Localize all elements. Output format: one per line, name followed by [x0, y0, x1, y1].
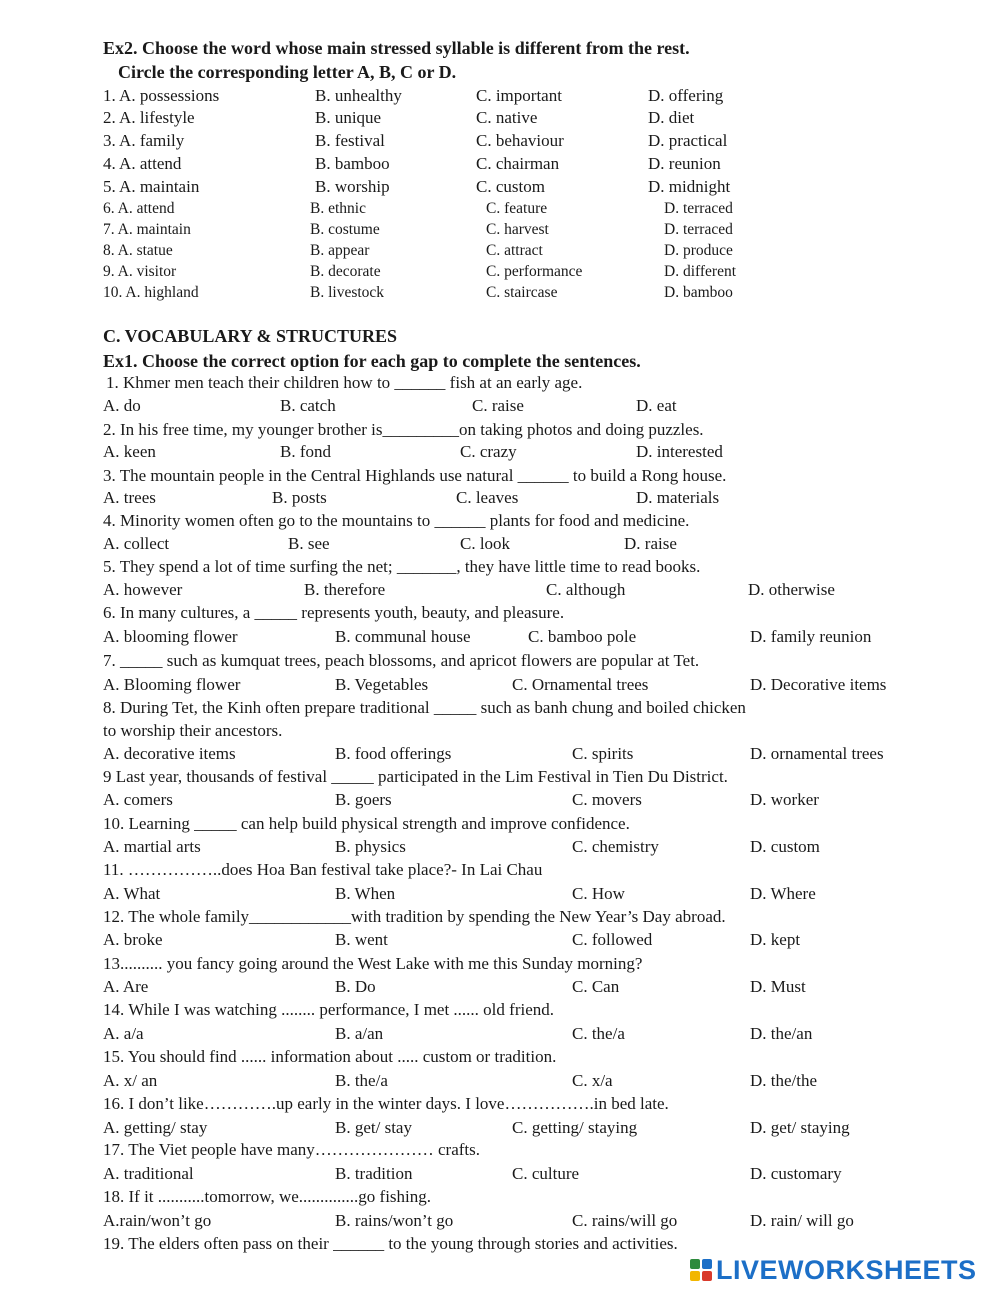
option-row — [0, 1024, 1000, 1046]
option-d[interactable]: D. kept — [750, 930, 801, 949]
option-c[interactable]: C. bamboo pole — [528, 627, 637, 646]
option-d[interactable]: D. customary — [750, 1164, 842, 1183]
ex1-title: Ex1. Choose the correct option for each gap to complete the sentences. — [103, 351, 641, 371]
stress-item — [0, 200, 1000, 222]
question-text: 11. ……………..does Hoa Ban festival take place?- In Lai Chau — [103, 860, 543, 879]
option-b[interactable]: B. worship — [315, 177, 390, 196]
question-text: 17. The Viet people have many………………… crafts. — [103, 1140, 480, 1159]
question-text: 18. If it ...........tomorrow, we..............go fishing. — [103, 1187, 432, 1206]
option-d[interactable]: D. raise — [624, 534, 677, 553]
option-c[interactable]: C. culture — [512, 1164, 580, 1183]
option-d[interactable]: D. midnight — [648, 177, 731, 196]
option-c[interactable]: C. harvest — [486, 221, 549, 238]
option-d[interactable]: D. diet — [648, 108, 695, 127]
question-text: 8. During Tet, the Kinh often prepare traditional _____ such as banh chung and boiled chicken — [103, 698, 746, 717]
option-c[interactable]: C. crazy — [460, 442, 517, 461]
option-c[interactable]: C. leaves — [456, 488, 519, 507]
option-a[interactable]: A. keen — [103, 442, 156, 461]
stress-item — [0, 131, 1000, 153]
option-b[interactable]: B. Do — [335, 977, 376, 996]
option-a[interactable]: 1. A. possessions — [103, 86, 220, 105]
option-a[interactable]: A. comers — [103, 790, 173, 809]
option-a[interactable]: 6. A. attend — [103, 200, 175, 217]
option-b[interactable]: B. get/ stay — [335, 1118, 412, 1137]
option-c[interactable]: C. chairman — [476, 154, 560, 173]
option-b[interactable]: B. Vegetables — [335, 675, 429, 694]
question-text: 10. Learning _____ can help build physical strength and improve confidence. — [103, 814, 630, 833]
option-d[interactable]: D. different — [664, 263, 737, 280]
question-text: 19. The elders often pass on their ______ to the young through stories and activities. — [103, 1234, 678, 1253]
option-a[interactable]: A. Are — [103, 977, 149, 996]
option-d[interactable]: D. family reunion — [750, 627, 872, 646]
option-a[interactable]: A. blooming flower — [103, 627, 238, 646]
option-d[interactable]: D. custom — [750, 837, 820, 856]
option-c[interactable]: C. Can — [572, 977, 620, 996]
logo-grid-icon — [690, 1259, 712, 1281]
option-d[interactable]: D. bamboo — [664, 284, 733, 301]
question-text: 4. Minority women often go to the mountains to ______ plants for food and medicine. — [103, 511, 690, 530]
option-c[interactable]: C. rains/will go — [572, 1211, 678, 1230]
option-b[interactable]: B. tradition — [335, 1164, 413, 1183]
option-c[interactable]: C. raise — [472, 396, 524, 415]
option-row — [0, 884, 1000, 906]
logo-text: LIVEWORKSHEETS — [716, 1254, 977, 1285]
option-a[interactable]: 4. A. attend — [103, 154, 182, 173]
option-a[interactable]: 2. A. lifestyle — [103, 108, 195, 127]
option-b[interactable]: B. livestock — [310, 284, 385, 301]
option-b[interactable]: B. costume — [310, 221, 380, 238]
option-b[interactable]: B. therefore — [304, 580, 386, 599]
option-d[interactable]: D. terraced — [664, 200, 733, 217]
option-d[interactable]: D. ornamental trees — [750, 744, 884, 763]
question-text: 1. Khmer men teach their children how to ______ fish at an early age. — [106, 373, 583, 392]
option-b[interactable]: B. unhealthy — [315, 86, 402, 105]
option-b[interactable]: B. goers — [335, 790, 392, 809]
option-a[interactable]: A. getting/ stay — [103, 1118, 208, 1137]
option-b[interactable]: B. rains/won’t go — [335, 1211, 454, 1230]
option-row — [0, 442, 1000, 464]
option-a[interactable]: A. decorative items — [103, 744, 236, 763]
option-row — [0, 534, 1000, 556]
option-a[interactable]: 8. A. statue — [103, 242, 173, 259]
option-a[interactable]: A. traditional — [103, 1164, 194, 1183]
option-c[interactable]: C. native — [476, 108, 538, 127]
option-c[interactable]: C. feature — [486, 200, 548, 217]
option-c[interactable]: C. performance — [486, 263, 583, 280]
option-c[interactable]: C. getting/ staying — [512, 1118, 638, 1137]
option-b[interactable]: B. communal house — [335, 627, 471, 646]
option-d[interactable]: D. terraced — [664, 221, 733, 238]
option-row — [0, 675, 1000, 697]
option-a[interactable]: A. however — [103, 580, 183, 599]
option-d[interactable]: D. Where — [750, 884, 816, 903]
option-c[interactable]: C. Ornamental trees — [512, 675, 649, 694]
option-c[interactable]: C. spirits — [572, 744, 634, 763]
stress-item — [0, 177, 1000, 199]
option-b[interactable]: B. see — [288, 534, 330, 553]
option-row — [0, 627, 1000, 649]
option-d[interactable]: D. otherwise — [748, 580, 835, 599]
option-a[interactable]: 9. A. visitor — [103, 263, 177, 280]
option-b[interactable]: B. ethnic — [310, 200, 366, 217]
stress-item — [0, 108, 1000, 130]
option-b[interactable]: B. decorate — [310, 263, 381, 280]
option-d[interactable]: D. materials — [636, 488, 720, 507]
question-text: 13.......... you fancy going around the West Lake with me this Sunday morning? — [103, 954, 643, 973]
question-text: 5. They spend a lot of time surfing the net; _______, they have little time to read books. — [103, 557, 701, 576]
option-a[interactable]: 3. A. family — [103, 131, 185, 150]
question-text: 3. The mountain people in the Central Highlands use natural ______ to build a Rong house. — [103, 466, 727, 485]
option-a[interactable]: A. collect — [103, 534, 170, 553]
option-row — [0, 977, 1000, 999]
option-a[interactable]: A. x/ an — [103, 1071, 158, 1090]
option-b[interactable]: B. a/an — [335, 1024, 384, 1043]
option-c[interactable]: C. chemistry — [572, 837, 659, 856]
option-row — [0, 488, 1000, 510]
option-c[interactable]: C. staircase — [486, 284, 558, 301]
option-c[interactable]: C. How — [572, 884, 625, 903]
option-a[interactable]: A. a/a — [103, 1024, 144, 1043]
stress-item — [0, 221, 1000, 243]
option-b[interactable]: B. went — [335, 930, 388, 949]
option-b[interactable]: B. posts — [272, 488, 327, 507]
option-d[interactable]: D. Decorative items — [750, 675, 887, 694]
option-b[interactable]: B. catch — [280, 396, 336, 415]
option-c[interactable]: C. attract — [486, 242, 543, 259]
stress-item — [0, 263, 1000, 285]
option-b[interactable]: B. physics — [335, 837, 406, 856]
stress-item — [0, 284, 1000, 306]
option-d[interactable]: D. the/the — [750, 1071, 818, 1090]
option-b[interactable]: B. festival — [315, 131, 385, 150]
option-row — [0, 1164, 1000, 1186]
option-d[interactable]: D. produce — [664, 242, 733, 259]
option-b[interactable]: B. unique — [315, 108, 382, 127]
stress-item — [0, 242, 1000, 264]
option-c[interactable]: C. behaviour — [476, 131, 564, 150]
option-d[interactable]: D. offering — [648, 86, 724, 105]
option-a[interactable]: A.rain/won’t go — [103, 1211, 212, 1230]
option-a[interactable]: 5. A. maintain — [103, 177, 200, 196]
option-row — [0, 396, 1000, 418]
section-c-title: C. VOCABULARY & STRUCTURES — [103, 326, 398, 346]
stress-item — [0, 154, 1000, 176]
ex2-instruction: Circle the corresponding letter A, B, C or D. — [118, 62, 457, 82]
option-c[interactable]: C. movers — [572, 790, 642, 809]
option-a[interactable]: A. What — [103, 884, 161, 903]
question-text: 6. In many cultures, a _____ represents youth, beauty, and pleasure. — [103, 603, 565, 622]
option-row — [0, 1211, 1000, 1233]
option-d[interactable]: D. practical — [648, 131, 728, 150]
option-c[interactable]: C. custom — [476, 177, 545, 196]
question-text: 9 Last year, thousands of festival _____ participated in the Lim Festival in Tien Du District. — [103, 767, 728, 786]
question-text: 16. I don’t like………….up early in the winter days. I love…………….in bed late. — [103, 1094, 669, 1113]
option-d[interactable]: D. reunion — [648, 154, 721, 173]
option-d[interactable]: D. Must — [750, 977, 806, 996]
option-row — [0, 580, 1000, 602]
option-a[interactable]: A. martial arts — [103, 837, 201, 856]
option-d[interactable]: D. get/ staying — [750, 1118, 850, 1137]
option-b[interactable]: B. appear — [310, 242, 370, 259]
option-a[interactable]: A. Blooming flower — [103, 675, 241, 694]
option-c[interactable]: C. important — [476, 86, 562, 105]
option-a[interactable]: A. trees — [103, 488, 156, 507]
stress-item — [0, 86, 1000, 108]
option-row — [0, 837, 1000, 859]
option-a[interactable]: 10. A. highland — [103, 284, 199, 301]
question-text: 7. _____ such as kumquat trees, peach blossoms, and apricot flowers are popular at Tet. — [103, 651, 700, 670]
option-row — [0, 1118, 1000, 1140]
question-text: 12. The whole family____________with tradition by spending the New Year’s Day abroad. — [103, 907, 726, 926]
option-d[interactable]: D. rain/ will go — [750, 1211, 854, 1230]
option-b[interactable]: B. fond — [280, 442, 331, 461]
question-text: 15. You should find ...... information about ..... custom or tradition. — [103, 1047, 557, 1066]
option-row — [0, 744, 1000, 766]
option-a[interactable]: 7. A. maintain — [103, 221, 191, 238]
option-a[interactable]: A. do — [103, 396, 141, 415]
option-row — [0, 790, 1000, 812]
option-c[interactable]: C. followed — [572, 930, 653, 949]
option-d[interactable]: D. worker — [750, 790, 819, 809]
option-b[interactable]: B. When — [335, 884, 396, 903]
option-b[interactable]: B. the/a — [335, 1071, 388, 1090]
option-a[interactable]: A. broke — [103, 930, 163, 949]
option-row — [0, 1071, 1000, 1093]
question-text: 14. While I was watching ........ performance, I met ...... old friend. — [103, 1000, 554, 1019]
option-row — [0, 930, 1000, 952]
option-d[interactable]: D. interested — [636, 442, 723, 461]
ex2-title: Ex2. Choose the word whose main stressed syllable is different from the rest. — [103, 38, 690, 58]
option-c[interactable]: C. x/a — [572, 1071, 613, 1090]
option-d[interactable]: D. eat — [636, 396, 677, 415]
option-c[interactable]: C. although — [546, 580, 626, 599]
liveworksheets-logo[interactable] — [690, 1256, 977, 1284]
question-text-continued: to worship their ancestors. — [103, 721, 283, 740]
option-d[interactable]: D. the/an — [750, 1024, 813, 1043]
option-b[interactable]: B. food offerings — [335, 744, 452, 763]
option-b[interactable]: B. bamboo — [315, 154, 390, 173]
option-c[interactable]: C. the/a — [572, 1024, 625, 1043]
option-c[interactable]: C. look — [460, 534, 511, 553]
question-text: 2. In his free time, my younger brother is_________on taking photos and doing puzzles. — [103, 420, 704, 439]
